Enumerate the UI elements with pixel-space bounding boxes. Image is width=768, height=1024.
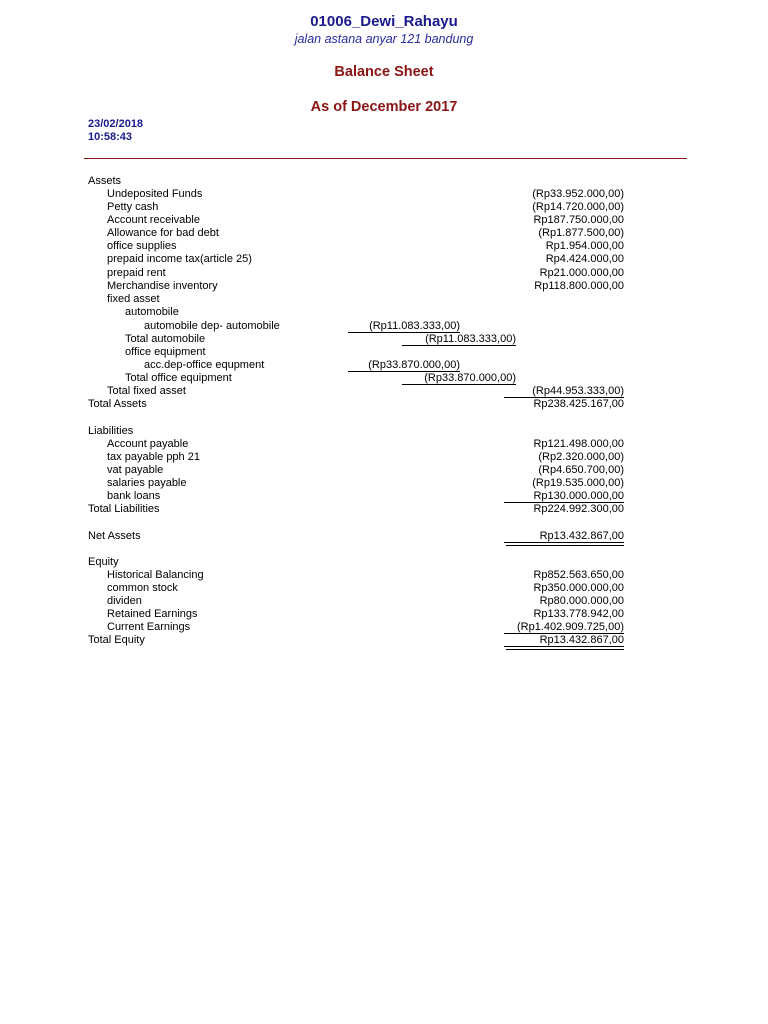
balance-line bbox=[0, 464, 768, 477]
line-amount: Rp1.954.000,00 bbox=[545, 240, 624, 252]
line-label: Equity bbox=[88, 556, 119, 568]
balance-line bbox=[0, 227, 768, 240]
line-amount: Rp80.000.000,00 bbox=[539, 595, 624, 607]
line-label: Petty cash bbox=[107, 201, 159, 213]
line-amount: (Rp14.720.000,00) bbox=[532, 201, 624, 213]
line-amount: Rp350.000.000,00 bbox=[533, 582, 624, 594]
balance-line bbox=[0, 490, 768, 503]
line-label: fixed asset bbox=[107, 293, 160, 305]
line-label: prepaid rent bbox=[107, 267, 166, 279]
line-amount: (Rp4.650.700,00) bbox=[538, 464, 624, 476]
line-amount: Rp133.778.942,00 bbox=[533, 608, 624, 620]
line-amount: Rp13.432.867,00 bbox=[504, 634, 624, 647]
balance-line bbox=[0, 253, 768, 266]
balance-line bbox=[0, 188, 768, 201]
line-label: Current Earnings bbox=[107, 621, 191, 633]
line-amount: Rp238.425.167,00 bbox=[533, 398, 624, 410]
line-label: Total office equipment bbox=[125, 372, 232, 384]
line-label: Total automobile bbox=[125, 333, 206, 345]
line-amount: Rp187.750.000,00 bbox=[533, 214, 624, 226]
line-label: Liabilities bbox=[88, 425, 134, 437]
balance-line bbox=[0, 346, 768, 359]
balance-line bbox=[0, 240, 768, 253]
balance-line bbox=[0, 621, 768, 634]
balance-line bbox=[0, 320, 768, 333]
line-amount: Rp224.992.300,00 bbox=[533, 503, 624, 515]
line-label: Undeposited Funds bbox=[107, 188, 203, 200]
line-label: office equipment bbox=[125, 346, 206, 358]
line-label: Account payable bbox=[107, 438, 189, 450]
balance-line bbox=[0, 385, 768, 398]
line-label: tax payable pph 21 bbox=[107, 451, 200, 463]
line-amount: Rp121.498.000,00 bbox=[533, 438, 624, 450]
line-amount: Rp852.563.650,00 bbox=[533, 569, 624, 581]
line-amount: Rp13.432.867,00 bbox=[504, 530, 624, 543]
line-amount: (Rp11.083.333,00) bbox=[348, 320, 460, 333]
balance-line bbox=[0, 372, 768, 385]
balance-line bbox=[0, 438, 768, 451]
line-label: prepaid income tax(article 25) bbox=[107, 253, 252, 265]
line-label: Assets bbox=[88, 175, 122, 187]
balance-line bbox=[0, 556, 768, 569]
line-label: Net Assets bbox=[88, 530, 141, 542]
balance-line bbox=[0, 280, 768, 293]
line-label: acc.dep-office equpment bbox=[144, 359, 265, 371]
balance-line bbox=[0, 530, 768, 543]
balance-line bbox=[0, 201, 768, 214]
line-label: automobile dep- automobile bbox=[144, 320, 280, 332]
line-label: Account receivable bbox=[107, 214, 200, 226]
line-label: Total Equity bbox=[88, 634, 145, 646]
balance-line bbox=[0, 214, 768, 227]
line-amount: (Rp2.320.000,00) bbox=[538, 451, 624, 463]
balance-line bbox=[0, 359, 768, 372]
line-amount: Rp4.424.000,00 bbox=[545, 253, 624, 265]
balance-line bbox=[0, 503, 768, 516]
line-label: salaries payable bbox=[107, 477, 187, 489]
balance-line bbox=[0, 634, 768, 647]
balance-line bbox=[0, 425, 768, 438]
line-amount: (Rp44.953.333,00) bbox=[504, 385, 624, 398]
line-amount: (Rp1.402.909.725,00) bbox=[504, 621, 624, 634]
line-label: Retained Earnings bbox=[107, 608, 198, 620]
line-label: dividen bbox=[107, 595, 142, 607]
report-period: As of December 2017 bbox=[310, 99, 458, 115]
balance-line bbox=[0, 175, 768, 188]
line-label: office supplies bbox=[107, 240, 177, 252]
line-amount: Rp118.800.000,00 bbox=[534, 280, 624, 292]
line-amount: (Rp19.535.000,00) bbox=[532, 477, 624, 489]
total-double-underline bbox=[506, 649, 624, 650]
balance-line bbox=[0, 608, 768, 621]
balance-line bbox=[0, 267, 768, 280]
balance-line bbox=[0, 451, 768, 464]
line-label: bank loans bbox=[107, 490, 161, 502]
line-amount: Rp130.000.000,00 bbox=[504, 490, 624, 503]
balance-line bbox=[0, 582, 768, 595]
line-amount: (Rp11.083.333,00) bbox=[402, 333, 516, 346]
line-label: automobile bbox=[125, 306, 179, 318]
balance-line bbox=[0, 333, 768, 346]
print-time: 10:58:43 bbox=[88, 131, 133, 143]
line-amount: (Rp33.952.000,00) bbox=[532, 188, 624, 200]
print-date: 23/02/2018 bbox=[88, 118, 144, 130]
line-label: Total Assets bbox=[88, 398, 147, 410]
line-amount: (Rp33.870.000,00) bbox=[402, 372, 516, 385]
balance-line bbox=[0, 477, 768, 490]
balance-line bbox=[0, 306, 768, 319]
company-name: 01006_Dewi_Rahayu bbox=[310, 13, 458, 30]
balance-line bbox=[0, 595, 768, 608]
balance-line bbox=[0, 398, 768, 411]
line-label: common stock bbox=[107, 582, 178, 594]
header-divider bbox=[84, 158, 687, 159]
line-label: Total fixed asset bbox=[107, 385, 186, 397]
balance-line bbox=[0, 569, 768, 582]
line-amount: (Rp1.877.500,00) bbox=[538, 227, 624, 239]
line-label: Historical Balancing bbox=[107, 569, 204, 581]
company-address: jalan astana anyar 121 bandung bbox=[294, 32, 474, 46]
line-label: Allowance for bad debt bbox=[107, 227, 219, 239]
line-amount: Rp21.000.000,00 bbox=[539, 267, 624, 279]
report-title: Balance Sheet bbox=[334, 64, 434, 80]
total-double-underline bbox=[506, 545, 624, 546]
line-label: Merchandise inventory bbox=[107, 280, 218, 292]
line-label: Total Liabilities bbox=[88, 503, 160, 515]
balance-line bbox=[0, 293, 768, 306]
line-amount: (Rp33.870.000,00) bbox=[348, 359, 460, 372]
line-label: vat payable bbox=[107, 464, 164, 476]
